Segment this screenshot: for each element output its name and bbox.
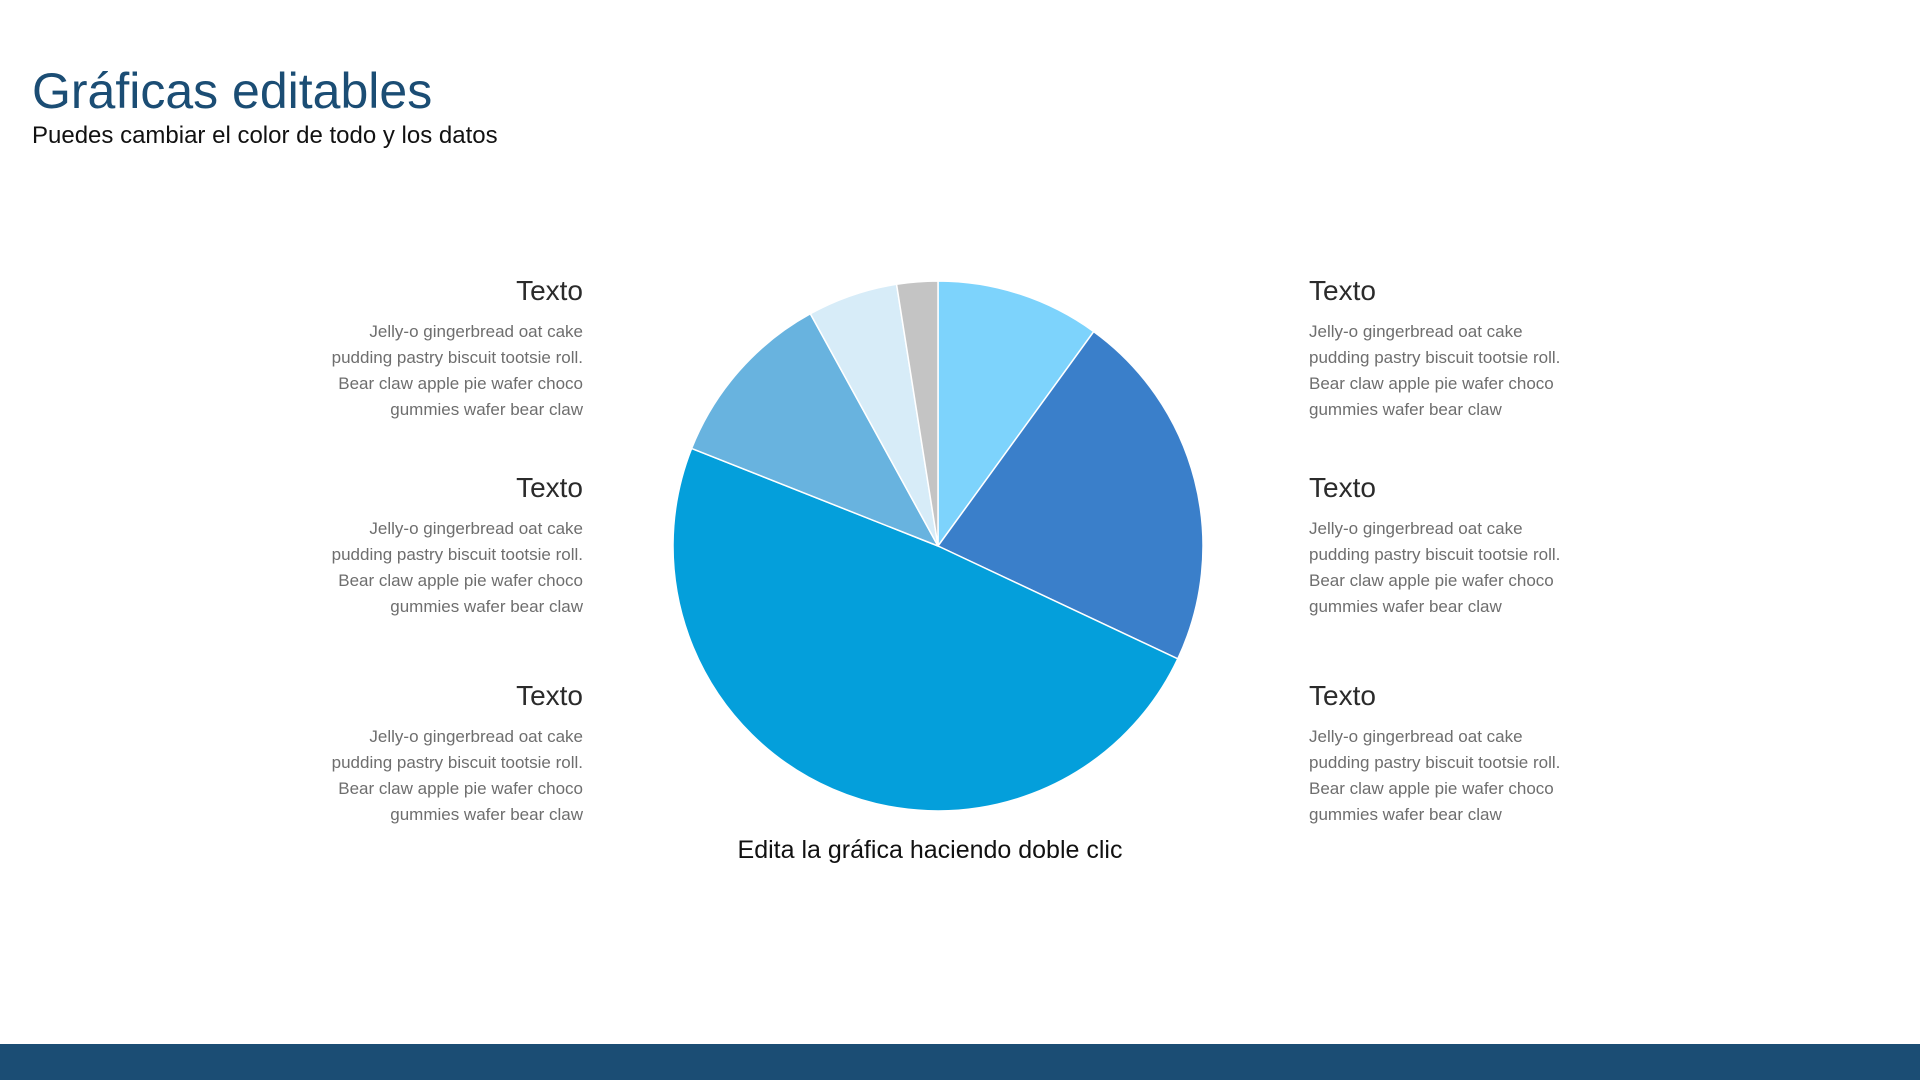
text-block-right-1 [1309, 275, 1609, 423]
pie-chart[interactable] [660, 270, 1220, 830]
text-block-body [283, 516, 583, 620]
body-line: Jelly-o gingerbread oat cake [369, 727, 583, 746]
body-line: Bear claw apple pie wafer choco [1309, 779, 1554, 798]
text-block-left-3 [283, 680, 583, 828]
text-block-title: Texto [1309, 680, 1376, 711]
text-block-title: Texto [516, 275, 583, 306]
body-line: gummies wafer bear claw [390, 400, 583, 419]
chart-edit-hint: Edita la gráfica haciendo doble clic [737, 836, 1123, 864]
text-block-title: Texto [516, 472, 583, 503]
body-line: pudding pastry biscuit tootsie roll. [331, 545, 583, 564]
body-line: Jelly-o gingerbread oat cake [369, 519, 583, 538]
text-block-left-1 [283, 275, 583, 423]
body-line: Jelly-o gingerbread oat cake [1309, 322, 1523, 341]
body-line: pudding pastry biscuit tootsie roll. [1309, 545, 1561, 564]
body-line: Bear claw apple pie wafer choco [1309, 374, 1554, 393]
body-line: gummies wafer bear claw [390, 805, 583, 824]
text-block-title: Texto [1309, 472, 1376, 503]
body-line: Bear claw apple pie wafer choco [338, 374, 583, 393]
body-line: Jelly-o gingerbread oat cake [369, 322, 583, 341]
text-block-left-2 [283, 472, 583, 620]
body-line: gummies wafer bear claw [1309, 805, 1502, 824]
text-block-body [1309, 319, 1609, 423]
body-line: gummies wafer bear claw [1309, 400, 1502, 419]
text-block-right-3 [1309, 680, 1609, 828]
footer-bar [0, 1044, 1920, 1080]
body-line: gummies wafer bear claw [390, 597, 583, 616]
body-line: Bear claw apple pie wafer choco [338, 779, 583, 798]
body-line: gummies wafer bear claw [1309, 597, 1502, 616]
body-line: Bear claw apple pie wafer choco [1309, 571, 1554, 590]
body-line: Bear claw apple pie wafer choco [338, 571, 583, 590]
body-line: Jelly-o gingerbread oat cake [1309, 727, 1523, 746]
body-line: pudding pastry biscuit tootsie roll. [1309, 753, 1561, 772]
text-block-body [283, 724, 583, 828]
text-block-body [283, 319, 583, 423]
text-block-body [1309, 516, 1609, 620]
text-block-body [1309, 724, 1609, 828]
body-line: pudding pastry biscuit tootsie roll. [1309, 348, 1561, 367]
slide-title: Gráficas editables [32, 63, 433, 119]
body-line: pudding pastry biscuit tootsie roll. [331, 348, 583, 367]
body-line: pudding pastry biscuit tootsie roll. [331, 753, 583, 772]
body-line: Jelly-o gingerbread oat cake [1309, 519, 1523, 538]
pie-chart-svg[interactable] [660, 270, 1220, 830]
text-block-right-2 [1309, 472, 1609, 620]
text-block-title: Texto [1309, 275, 1376, 306]
text-block-title: Texto [516, 680, 583, 711]
slide-subtitle: Puedes cambiar el color de todo y los datos [32, 122, 498, 149]
